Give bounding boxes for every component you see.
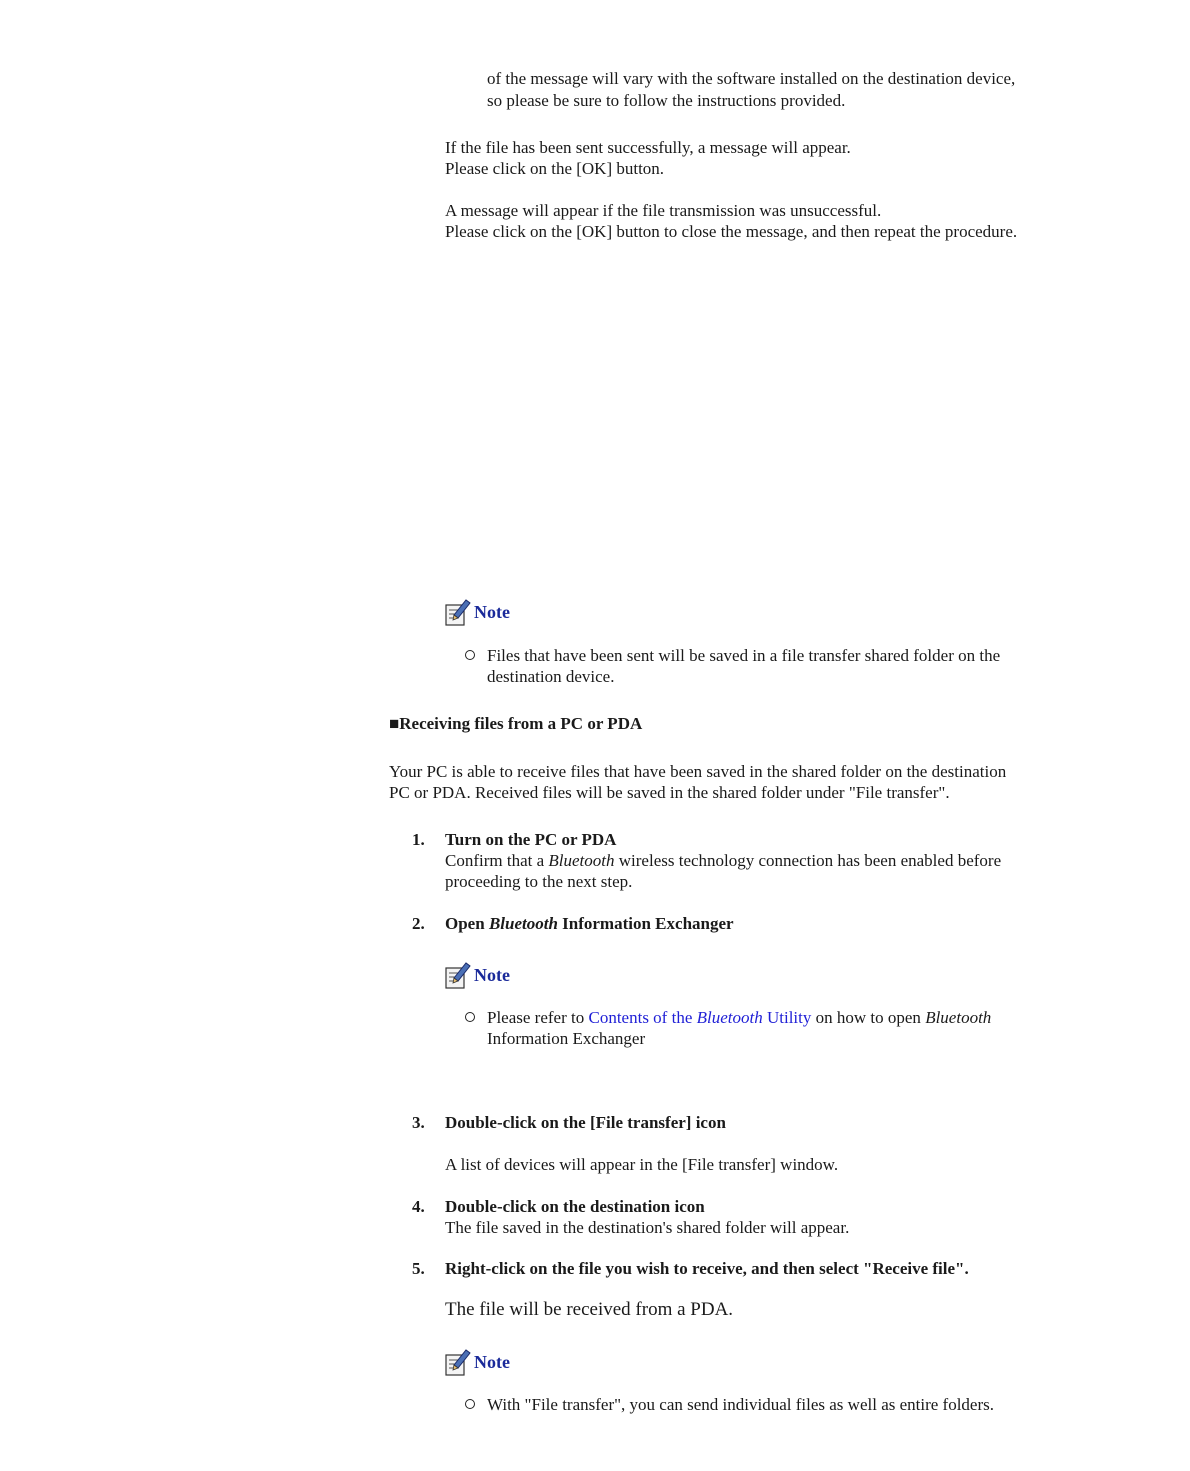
note-pencil-icon <box>444 597 472 627</box>
step-1-desc-line-2: proceeding to the next step. <box>445 872 633 891</box>
note-2-bullet-icon <box>465 1012 475 1022</box>
continuation-line-1: of the message will vary with the software installed on the destination device, <box>487 69 1016 88</box>
note-3-bullet-icon <box>465 1399 475 1409</box>
success-line-2: Please click on the [OK] button. <box>445 159 665 178</box>
step-4-title: Double-click on the destination icon <box>445 1197 705 1216</box>
note-1-header <box>444 597 564 629</box>
note-1-bullet-icon <box>465 650 475 660</box>
section-intro-line-1: Your PC is able to receive files that have been saved in the shared folder on the destination <box>389 762 1007 781</box>
note-1-label: Note <box>474 602 510 622</box>
step-2-number: 2. <box>412 914 425 933</box>
note-2-header <box>444 960 564 992</box>
note-1-line-1: Files that have been sent will be saved in a file transfer shared folder on the <box>487 646 1001 665</box>
note-2-line-1: Please refer to Contents of the Bluetooth Utility on how to open Bluetooth <box>487 1008 992 1027</box>
note-1-line-2: destination device. <box>487 667 615 686</box>
step-1-title: Turn on the PC or PDA <box>445 830 617 849</box>
step-3-number: 3. <box>412 1113 425 1132</box>
continuation-line-2: so please be sure to follow the instructions provided. <box>487 91 846 110</box>
step-3-desc: A list of devices will appear in the [File transfer] window. <box>445 1155 839 1174</box>
note-2-label: Note <box>474 965 510 985</box>
step-1-number: 1. <box>412 830 425 849</box>
section-intro-line-2: PC or PDA. Received files will be saved in the shared folder under "File transfer". <box>389 783 950 802</box>
note-3-line-1: With "File transfer", you can send individual files as well as entire folders. <box>487 1395 995 1414</box>
step-2-title: Open Bluetooth Information Exchanger <box>445 914 734 933</box>
note-2-line-2: Information Exchanger <box>487 1029 646 1048</box>
note-pencil-icon <box>444 960 472 990</box>
step-5-number: 5. <box>412 1259 425 1278</box>
step-1-desc-line-1: Confirm that a Bluetooth wireless technology connection has been enabled before <box>445 851 1002 870</box>
failure-line-1: A message will appear if the file transmission was unsuccessful. <box>445 201 882 220</box>
step-5-desc: The file will be received from a PDA. <box>445 1299 734 1320</box>
success-line-1: If the file has been sent successfully, a message will appear. <box>445 138 851 157</box>
step-3-title: Double-click on the [File transfer] icon <box>445 1113 726 1132</box>
step-4-number: 4. <box>412 1197 425 1216</box>
note-pencil-icon <box>444 1347 472 1377</box>
bluetooth-utility-contents-link[interactable]: Contents of the Bluetooth Utility <box>588 1008 812 1027</box>
step-5-title: Right-click on the file you wish to receive, and then select "Receive file". <box>445 1259 969 1278</box>
note-3-header <box>444 1347 564 1379</box>
note-3-label: Note <box>474 1352 510 1372</box>
section-heading: ■Receiving files from a PC or PDA <box>389 714 643 733</box>
step-4-desc: The file saved in the destination's shared folder will appear. <box>445 1218 850 1237</box>
failure-line-2: Please click on the [OK] button to close the message, and then repeat the procedure. <box>445 222 1018 241</box>
